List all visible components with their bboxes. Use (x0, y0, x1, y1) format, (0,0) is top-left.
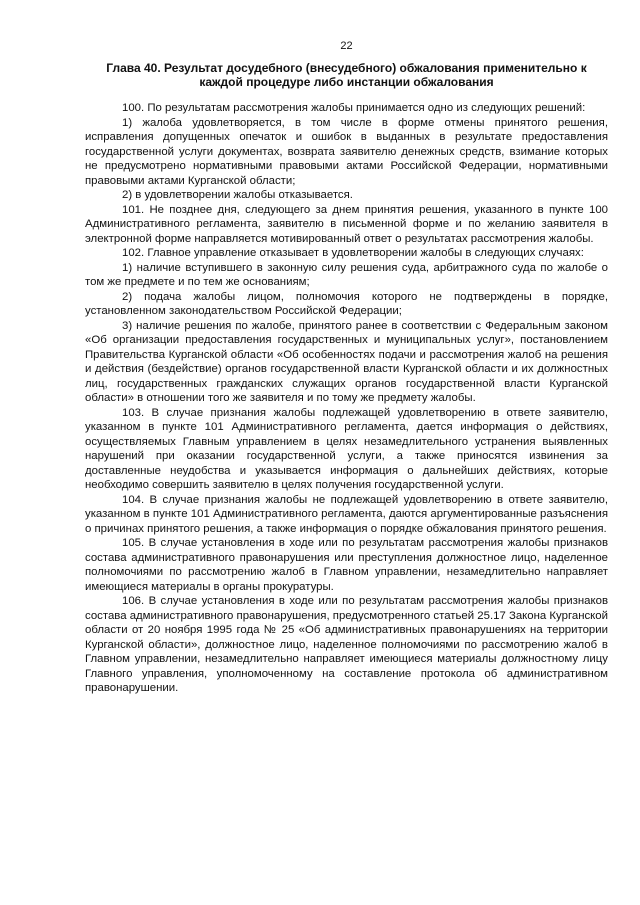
paragraph-100-item-2: 2) в удовлетворении жалобы отказывается. (122, 189, 353, 201)
paragraph-102-item-1: 1) наличие вступившего в законную силу решения суда, арбитражного суда по жалобе о том же предмете и по тем же основаниям; (85, 261, 608, 288)
paragraph-106: 106. В случае установления в ходе или по результатам рассмотрения жалобы признаков состава административного правонарушения, предусмотренного статьей 25.17 Закона Курганской области от 20 ноября 1995 года № 25 «Об административных правонарушениях на территории Курганской области», должностное лицо, наделенное полномочиями по рассмотрению жалоб в Главном управлении, незамедлительно направляет имеющиеся материалы должностному лицу Главного управления, уполномоченному на составление протокола об административном правонарушении. (85, 595, 608, 694)
document-page (85, 40, 608, 696)
chapter-title (85, 61, 608, 89)
paragraph-101: 101. Не позднее дня, следующего за днем принятия решения, указанного в пункте 100 Административного регламента, заявителю в письменной форме и по желанию заявителя в электронной форме направляется мотивированный ответ о результатах рассмотрения жалобы. (85, 203, 608, 245)
paragraph-102-item-2: 2) подача жалобы лицом, полномочия которого не подтверждены в порядке, установленном законодательством Российской Федерации; (85, 290, 608, 317)
paragraph-102: 102. Главное управление отказывает в удовлетворении жалобы в следующих случаях: (122, 247, 584, 259)
document-body (85, 101, 608, 696)
paragraph-102-item-3: 3) наличие решения по жалобе, принятого ранее в соответствии с Федеральным законом «Об организации предоставления государственных и муниципальных услуг», постановлением Правительства Курганской области «Об особенностях подачи и рассмотрения жалоб на решения и действия (бездействие) органов государственной власти Курганской области и их должностных лиц, государственных гражданских служащих органов государственной власти Курганской области» в отношении того же заявителя и по тому же предмету жалобы. (85, 319, 608, 404)
paragraph-100-item-1: 1) жалоба удовлетворяется, в том числе в форме отмены принятого решения, исправления допущенных опечаток и ошибок в выданных в результате предоставления государственной услуги документах, возврата заявителю денежных средств, взимание которых не предусмотрено нормативными правовыми актами Российской Федерации, нормативными правовыми актами Курганской области; (85, 116, 608, 187)
paragraph-104: 104. В случае признания жалобы не подлежащей удовлетворению в ответе заявителю, указанном в пункте 101 Административного регламента, даются аргументированные разъяснения о причинах принятого решения, а также информация о порядке обжалования принятого решения. (85, 493, 608, 535)
paragraph-105: 105. В случае установления в ходе или по результатам рассмотрения жалобы признаков состава административного правонарушения или преступления должностное лицо, наделенное полномочиями по рассмотрению жалоб в Главном управлении, незамедлительно направляет имеющиеся материалы в органы прокуратуры. (85, 537, 608, 593)
chapter-title-line-2: каждой процедуре либо инстанции обжалования (199, 75, 494, 89)
chapter-title-line-1: Глава 40. Результат досудебного (внесудебного) обжалования применительно к (106, 61, 587, 75)
page-number: 22 (340, 40, 353, 52)
paragraph-100: 100. По результатам рассмотрения жалобы принимается одно из следующих решений: (122, 102, 586, 114)
paragraph-103: 103. В случае признания жалобы подлежащей удовлетворению в ответе заявителю, указанном в пункте 101 Административного регламента, дается информация о действиях, осуществляемых Главным управлением в целях незамедлительного устранения выявленных нарушений при оказании государственной услуги, а также приносятся извинения за доставленные неудобства и указывается информация о дальнейших действиях, которые необходимо совершить заявителю в целях получения государственной услуги. (85, 406, 608, 491)
